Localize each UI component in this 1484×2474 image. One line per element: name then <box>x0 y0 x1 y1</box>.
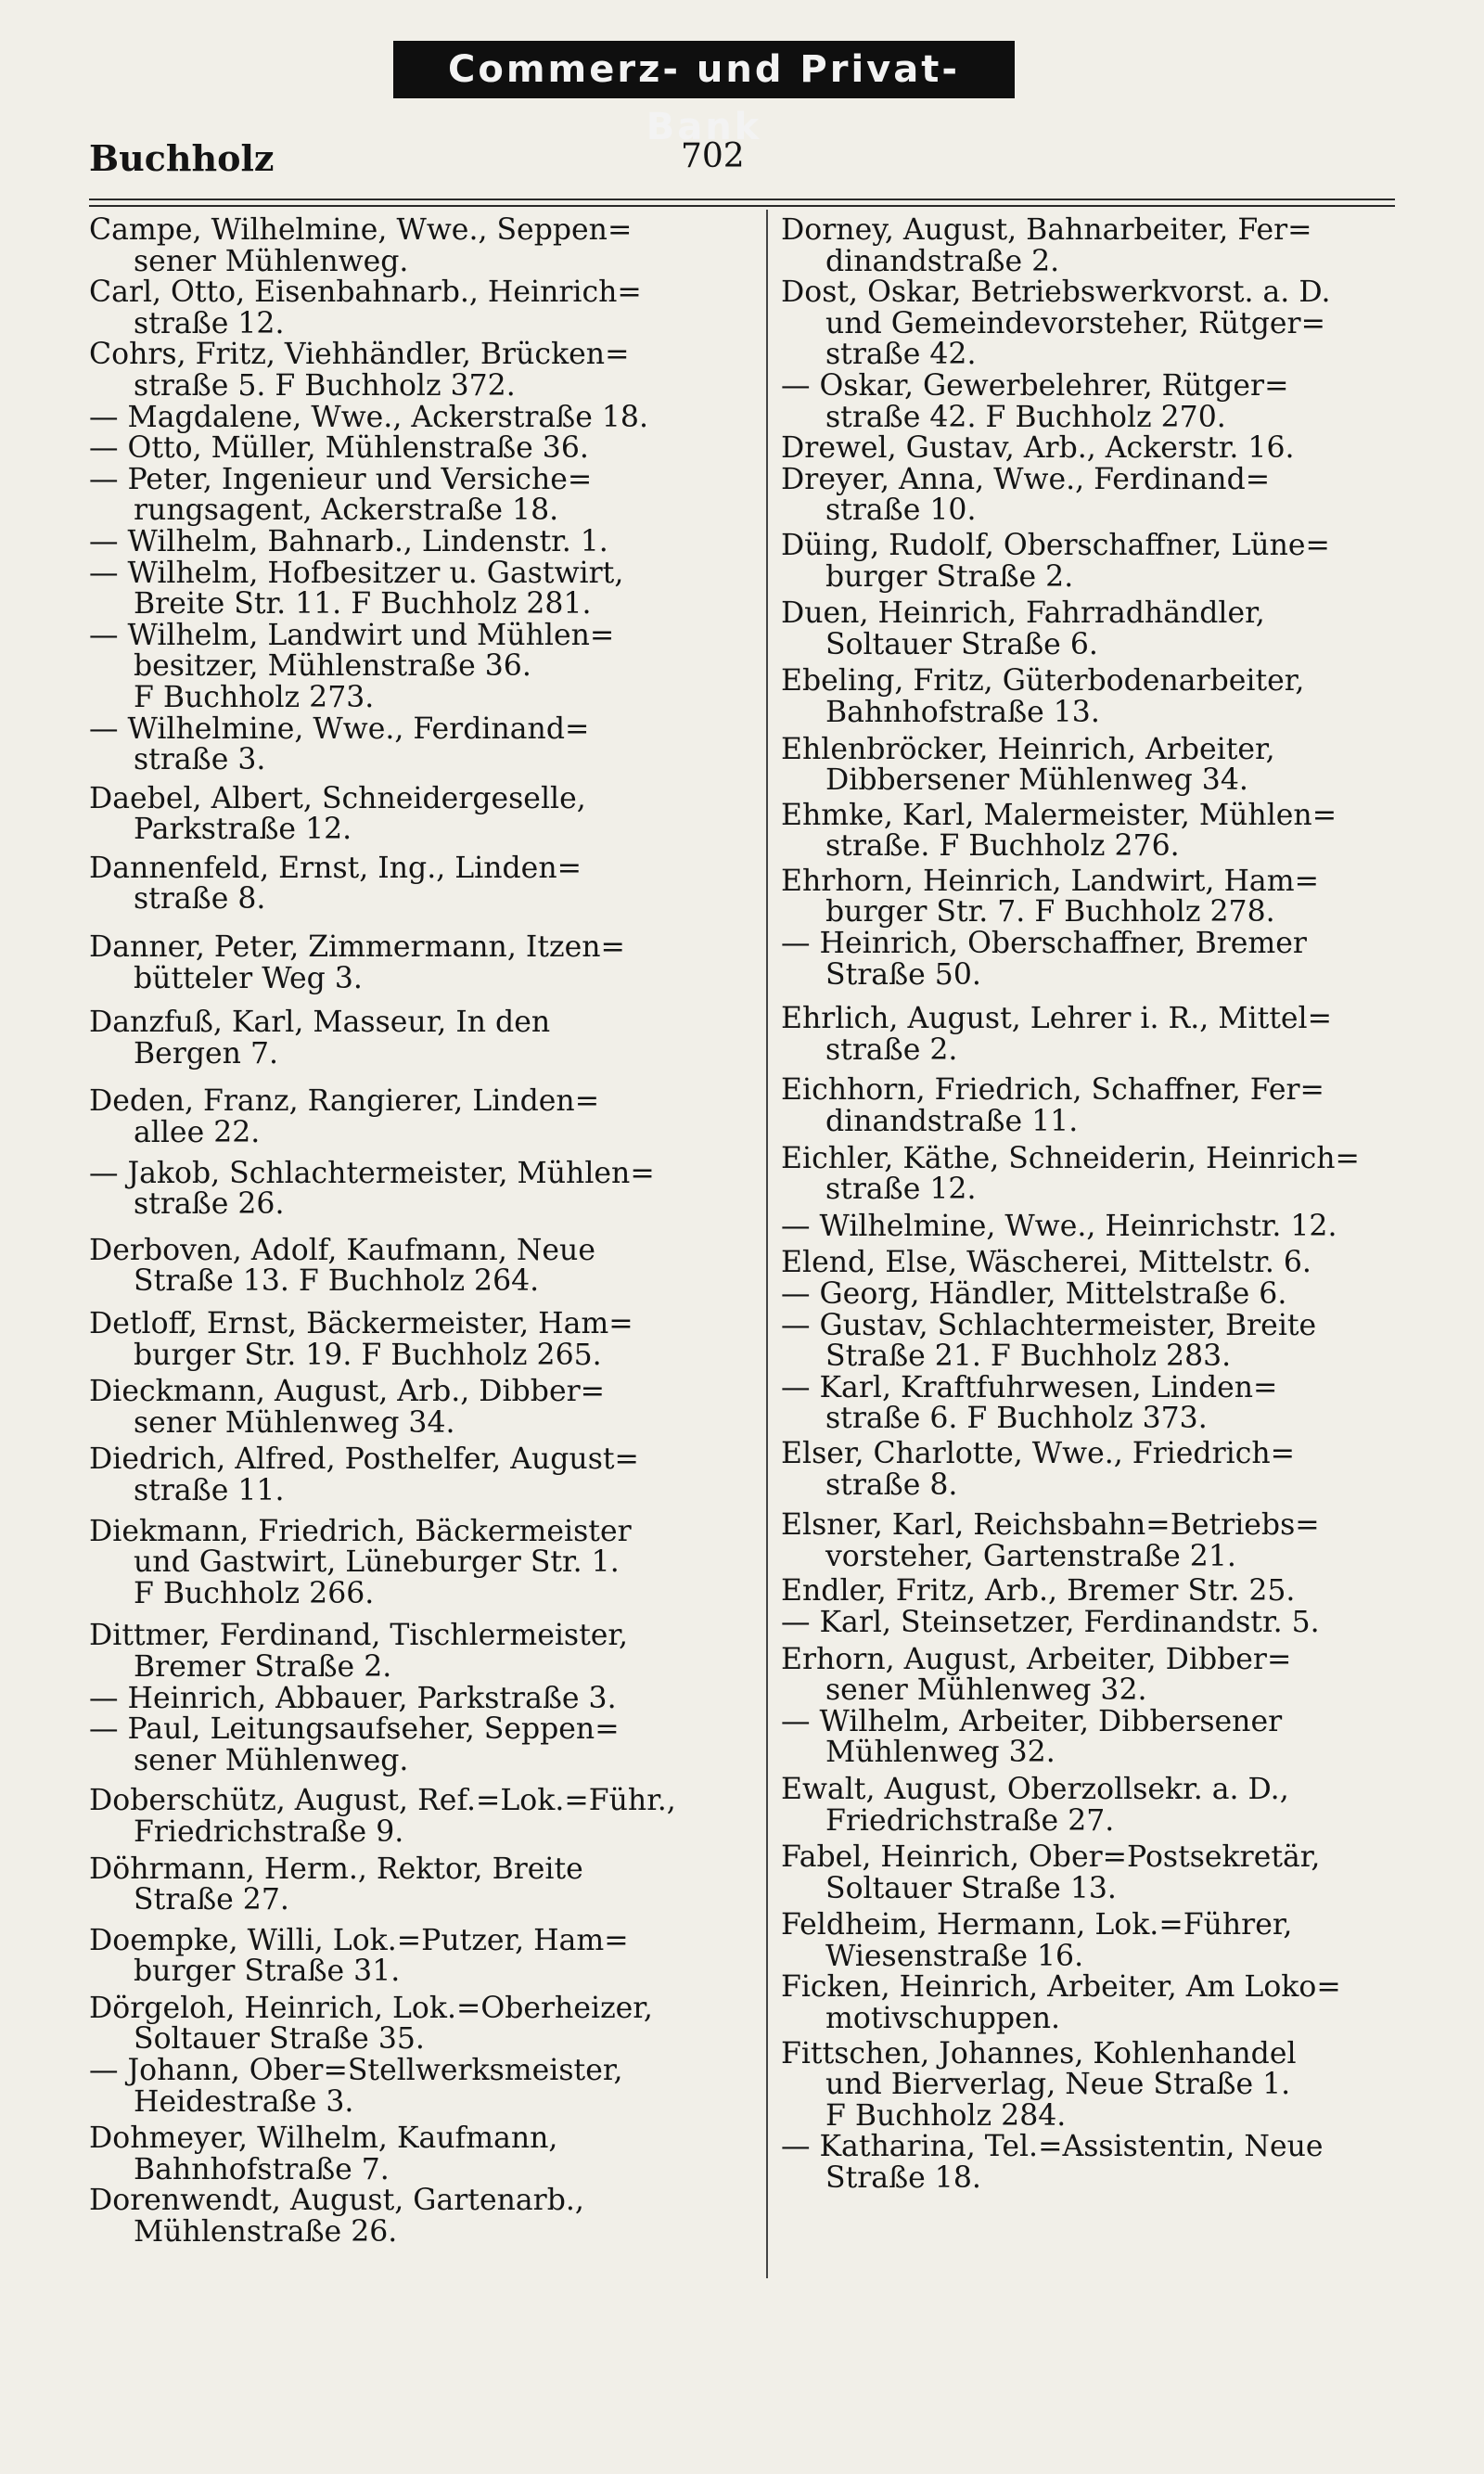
directory-entry <box>89 1007 744 1070</box>
entry-line-name: Fittschen, Johannes, Kohlenhandel <box>781 2036 1297 2070</box>
directory-entry <box>89 462 744 528</box>
entry-line-name: Danzfuß, Karl, Masseur, In den <box>89 1006 551 1040</box>
directory-entry <box>781 598 1391 660</box>
entry-line-name: Doempke, Willi, Lok.=Putzer, Ham= <box>89 1923 629 1957</box>
entry-line-name: — Gustav, Schlachtermeister, Breite <box>781 1308 1317 1342</box>
directory-entry <box>781 1704 1391 1770</box>
entry-line-continuation: F Buchholz 284. <box>825 2098 1067 2133</box>
entry-line-continuation: allee 22. <box>134 1116 261 1150</box>
entry-line-name: Feldheim, Hermann, Lok.=Führer, <box>781 1908 1293 1942</box>
directory-entry <box>89 853 744 916</box>
entry-line-name: Dannenfeld, Ernst, Ing., Linden= <box>89 851 582 885</box>
directory-entry <box>89 1854 744 1916</box>
entry-line-name: Cohrs, Fritz, Viehhändler, Brücken= <box>89 338 630 372</box>
entry-line-name: Ebeling, Fritz, Güterbodenarbeiter, <box>781 664 1305 699</box>
directory-entry <box>89 1621 744 1683</box>
directory-entry <box>781 798 1391 864</box>
directory-entry <box>781 1910 1391 1972</box>
directory-entry <box>89 1714 744 1776</box>
entry-line-continuation: burger Str. 7. F Buchholz 278. <box>825 895 1275 929</box>
entry-line-continuation: besitzer, Mühlenstraße 36. <box>134 649 531 684</box>
directory-entry <box>781 2132 1391 2194</box>
entry-line-continuation: Bergen 7. <box>134 1036 279 1070</box>
running-head <box>89 137 1388 193</box>
entry-line-name: Dieckmann, August, Arb., Dibber= <box>89 1375 606 1409</box>
entry-line-continuation: rungsagent, Ackerstraße 18. <box>134 494 559 528</box>
entry-line-name: Duen, Heinrich, Fahrradhändler, <box>781 596 1265 631</box>
directory-entry <box>781 1141 1391 1207</box>
directory-entry <box>781 1510 1391 1572</box>
directory-entry <box>781 666 1391 728</box>
directory-entry <box>781 1576 1391 1608</box>
directory-entry <box>781 368 1391 434</box>
directory-entry <box>89 1786 744 1848</box>
entry-line-name: Döhrmann, Herm., Rektor, Breite <box>89 1852 583 1886</box>
column-divider <box>766 210 768 2278</box>
entry-line-name: — Karl, Kraftfuhrwesen, Linden= <box>781 1370 1278 1404</box>
place-heading: Buchholz <box>89 137 275 179</box>
directory-entry <box>89 1377 744 1439</box>
directory-entry <box>781 1004 1391 1066</box>
entry-line-name: Erhorn, August, Arbeiter, Dibber= <box>781 1642 1292 1676</box>
entry-line-name: — Karl, Steinsetzer, Ferdinandstr. 5. <box>781 1605 1320 1639</box>
entry-line-name: Ficken, Heinrich, Arbeiter, Am Loko= <box>781 1970 1341 2005</box>
entry-line-name: — Heinrich, Abbauer, Parkstraße 3. <box>89 1681 617 1715</box>
entry-line-name: Diekmann, Friedrich, Bäckermeister <box>89 1514 632 1548</box>
directory-entry <box>781 929 1391 991</box>
entry-line-name: Eichhorn, Friedrich, Schaffner, Fer= <box>781 1073 1324 1108</box>
entry-line-continuation: Soltauer Straße 13. <box>825 1871 1117 1905</box>
entry-line-name: Diedrich, Alfred, Posthelfer, August= <box>89 1442 639 1477</box>
directory-entry <box>781 1370 1391 1436</box>
entry-line-name: Detloff, Ernst, Bäckermeister, Ham= <box>89 1307 633 1340</box>
entry-line-continuation: F Buchholz 266. <box>134 1576 375 1610</box>
entry-line-continuation: straße 3. <box>134 743 266 777</box>
directory-entry <box>89 1156 744 1222</box>
entry-line-continuation: dinandstraße 11. <box>825 1105 1079 1139</box>
entry-line-name: Dost, Oskar, Betriebswerkvorst. a. D. <box>781 276 1331 310</box>
entry-line-continuation: sener Mühlenweg. <box>134 244 409 278</box>
entry-line-continuation: straße 42. <box>825 338 977 372</box>
entry-line-name: Dorney, August, Bahnarbeiter, Fer= <box>781 213 1312 247</box>
entry-line-name: Dorenwendt, August, Gartenarb., <box>89 2184 584 2218</box>
entry-line-continuation: motivschuppen. <box>825 2002 1061 2036</box>
entry-line-continuation: Dibbersener Mühlenweg 34. <box>825 763 1248 798</box>
entry-line-name: — Wilhelm, Landwirt und Mühlen= <box>89 618 615 652</box>
entry-line-continuation: Breite Str. 11. F Buchholz 281. <box>134 587 592 622</box>
directory-entry <box>781 732 1391 798</box>
entry-line-name: Elend, Else, Wäscherei, Mittelstr. 6. <box>781 1246 1311 1280</box>
directory-entry <box>89 1923 744 1989</box>
directory-entry <box>781 1211 1391 1243</box>
entry-line-name: — Peter, Ingenieur und Versiche= <box>89 462 593 496</box>
entry-line-continuation: straße 26. <box>134 1187 285 1222</box>
directory-entry <box>781 1842 1391 1904</box>
directory-entry <box>781 1642 1391 1708</box>
entry-line-continuation: burger Str. 19. F Buchholz 265. <box>134 1338 602 1372</box>
directory-entry <box>781 1605 1391 1639</box>
directory-column-right <box>781 215 1391 2195</box>
directory-entry <box>89 400 744 434</box>
directory-entry <box>89 215 744 277</box>
entry-line-continuation: straße 5. F Buchholz 372. <box>134 368 516 403</box>
entry-line-continuation: vorsteher, Gartenstraße 21. <box>825 1539 1236 1573</box>
entry-line-name: — Wilhelmine, Wwe., Heinrichstr. 12. <box>781 1209 1337 1243</box>
entry-line-name: — Heinrich, Oberschaffner, Bremer <box>781 927 1307 961</box>
entry-line-continuation: bütteler Weg 3. <box>134 961 363 995</box>
entry-line-name: — Paul, Leitungsaufseher, Seppen= <box>89 1712 620 1747</box>
entry-line-name: — Otto, Müller, Mühlenstraße 36. <box>89 431 589 466</box>
entry-line-name: Dörgeloh, Heinrich, Lok.=Oberheizer, <box>89 1991 653 2025</box>
directory-entry <box>781 2036 1391 2133</box>
directory-entry <box>89 781 744 847</box>
entry-line-name: Danner, Peter, Zimmermann, Itzen= <box>89 930 625 965</box>
entry-line-name: — Wilhelm, Hofbesitzer u. Gastwirt, <box>89 556 624 590</box>
entry-line-continuation: sener Mühlenweg 32. <box>825 1673 1147 1708</box>
entry-line-continuation: straße. F Buchholz 276. <box>825 829 1180 864</box>
directory-entry <box>89 277 744 340</box>
entry-line-name: Düing, Rudolf, Oberschaffner, Lüne= <box>781 528 1330 562</box>
entry-line-continuation: Heidestraße 3. <box>134 2084 354 2119</box>
entry-line-continuation: Straße 50. <box>825 957 981 992</box>
entry-line-continuation: Mühlenweg 32. <box>825 1736 1055 1770</box>
entry-line-continuation: straße 12. <box>825 1173 977 1207</box>
entry-line-continuation: und Bierverlag, Neue Straße 1. <box>825 2068 1291 2102</box>
directory-entry <box>89 1681 744 1715</box>
entry-line-name: Doberschütz, August, Ref.=Lok.=Führ., <box>89 1784 676 1818</box>
directory-entry <box>781 1075 1391 1137</box>
entry-line-continuation: Parkstraße 12. <box>134 813 352 847</box>
entry-line-name: Elsner, Karl, Reichsbahn=Betriebs= <box>781 1508 1320 1543</box>
directory-entry <box>89 2186 744 2248</box>
entry-line-continuation: Bremer Straße 2. <box>134 1649 392 1684</box>
entry-line-name: Ehrlich, August, Lehrer i. R., Mittel= <box>781 1002 1333 1036</box>
entry-line-continuation: Straße 13. F Buchholz 264. <box>134 1264 540 1299</box>
entry-line-continuation: straße 12. <box>134 306 285 340</box>
entry-line-name: — Oskar, Gewerbelehrer, Rütger= <box>781 368 1289 403</box>
directory-entry <box>89 1233 744 1299</box>
entry-line-name: — Wilhelm, Bahnarb., Lindenstr. 1. <box>89 524 608 558</box>
entry-line-name: Deden, Franz, Rangierer, Linden= <box>89 1084 600 1119</box>
entry-line-name: Dittmer, Ferdinand, Tischlermeister, <box>89 1619 629 1653</box>
entry-line-continuation: Soltauer Straße 6. <box>825 627 1098 661</box>
entry-line-name: — Georg, Händler, Mittelstraße 6. <box>781 1277 1287 1311</box>
directory-entry <box>89 558 744 621</box>
directory-entry <box>781 528 1391 594</box>
entry-line-continuation: Bahnhofstraße 7. <box>134 2152 390 2186</box>
directory-entry <box>89 711 744 777</box>
entry-line-continuation: straße 10. <box>825 494 977 528</box>
directory-entry <box>89 433 744 465</box>
entry-line-name: — Wilhelmine, Wwe., Ferdinand= <box>89 711 590 746</box>
entry-line-continuation: Wiesenstraße 16. <box>825 1939 1084 1973</box>
directory-entry <box>781 1772 1391 1838</box>
entry-line-continuation: Friedrichstraße 27. <box>825 1803 1115 1838</box>
bank-advertisement-banner: Commerz- und Privat-Bank <box>393 41 1015 98</box>
entry-line-continuation: straße 6. F Buchholz 373. <box>825 1402 1208 1436</box>
entry-line-name: Dreyer, Anna, Wwe., Ferdinand= <box>781 462 1271 496</box>
page-number: 702 <box>681 137 745 175</box>
directory-entry <box>89 1444 744 1506</box>
directory-entry <box>781 1308 1391 1374</box>
entry-line-name: Carl, Otto, Eisenbahnarb., Heinrich= <box>89 276 642 310</box>
entry-line-continuation: Straße 27. <box>134 1883 289 1917</box>
entry-line-name: Ewalt, August, Oberzollsekr. a. D., <box>781 1772 1289 1806</box>
directory-entry <box>89 1309 744 1371</box>
entry-line-name: — Katharina, Tel.=Assistentin, Neue <box>781 2130 1324 2164</box>
entry-line-continuation: burger Straße 2. <box>825 559 1074 594</box>
entry-line-continuation: F Buchholz 273. <box>134 680 375 714</box>
entry-line-name: Dohmeyer, Wilhelm, Kaufmann, <box>89 2121 558 2156</box>
directory-entry <box>89 932 744 994</box>
directory-entry <box>781 1248 1391 1279</box>
entry-line-continuation: straße 8. <box>134 882 266 917</box>
directory-entry <box>781 1279 1391 1311</box>
entry-line-continuation: und Gastwirt, Lüneburger Str. 1. <box>134 1545 620 1580</box>
entry-line-name: Daebel, Albert, Schneidergeselle, <box>89 781 586 815</box>
directory-entry <box>89 1514 744 1610</box>
directory-entry <box>781 277 1391 371</box>
directory-entry <box>89 1993 744 2056</box>
directory-entry <box>781 462 1391 528</box>
entry-line-continuation: sener Mühlenweg 34. <box>134 1405 455 1440</box>
header-rule-top <box>89 199 1395 200</box>
directory-entry <box>781 866 1391 929</box>
entry-line-name: — Jakob, Schlachtermeister, Mühlen= <box>89 1156 655 1190</box>
entry-line-name: Eichler, Käthe, Schneiderin, Heinrich= <box>781 1141 1360 1175</box>
entry-line-continuation: Straße 21. F Buchholz 283. <box>825 1340 1232 1374</box>
directory-entry <box>89 2056 744 2118</box>
directory-entry <box>89 340 744 402</box>
entry-line-continuation: sener Mühlenweg. <box>134 1743 409 1777</box>
entry-line-continuation: straße 2. <box>825 1032 958 1067</box>
entry-line-continuation: straße 8. <box>825 1468 958 1502</box>
entry-line-continuation: und Gemeindevorsteher, Rütger= <box>825 306 1325 340</box>
entry-line-name: — Johann, Ober=Stellwerksmeister, <box>89 2054 623 2088</box>
directory-entry <box>89 524 744 558</box>
entry-line-name: Elser, Charlotte, Wwe., Friedrich= <box>781 1436 1296 1470</box>
entry-line-name: — Magdalene, Wwe., Ackerstraße 18. <box>89 400 648 434</box>
entry-line-name: Ehlenbröcker, Heinrich, Arbeiter, <box>781 732 1275 766</box>
directory-entry <box>781 215 1391 277</box>
entry-line-continuation: Bahnhofstraße 13. <box>825 695 1100 729</box>
directory-column-left <box>89 215 744 2249</box>
entry-line-name: Derboven, Adolf, Kaufmann, Neue <box>89 1233 595 1267</box>
entry-line-name: Campe, Wilhelmine, Wwe., Seppen= <box>89 213 633 247</box>
entry-line-name: Ehmke, Karl, Malermeister, Mühlen= <box>781 798 1337 832</box>
entry-line-continuation: Soltauer Straße 35. <box>134 2022 425 2057</box>
entry-line-continuation: Mühlenstraße 26. <box>134 2215 398 2250</box>
directory-entry <box>781 433 1391 465</box>
directory-entry <box>781 1436 1391 1502</box>
directory-entry <box>89 1086 744 1148</box>
entry-line-name: Drewel, Gustav, Arb., Ackerstr. 16. <box>781 431 1295 466</box>
entry-line-continuation: Friedrichstraße 9. <box>134 1814 404 1849</box>
entry-line-continuation: burger Straße 31. <box>134 1955 401 1989</box>
directory-entry <box>781 1972 1391 2034</box>
entry-line-name: — Wilhelm, Arbeiter, Dibbersener <box>781 1704 1283 1738</box>
entry-line-continuation: straße 42. F Buchholz 270. <box>825 400 1226 434</box>
entry-line-name: Ehrhorn, Heinrich, Landwirt, Ham= <box>781 864 1319 898</box>
header-rule-bottom <box>89 205 1395 207</box>
entry-line-continuation: straße 11. <box>134 1473 285 1507</box>
directory-entry <box>89 618 744 714</box>
directory-entry <box>89 2123 744 2186</box>
entry-line-continuation: dinandstraße 2. <box>825 244 1060 278</box>
entry-line-name: Endler, Fritz, Arb., Bremer Str. 25. <box>781 1574 1296 1609</box>
entry-line-name: Fabel, Heinrich, Ober=Postsekretär, <box>781 1840 1321 1875</box>
entry-line-continuation: Straße 18. <box>825 2161 981 2196</box>
